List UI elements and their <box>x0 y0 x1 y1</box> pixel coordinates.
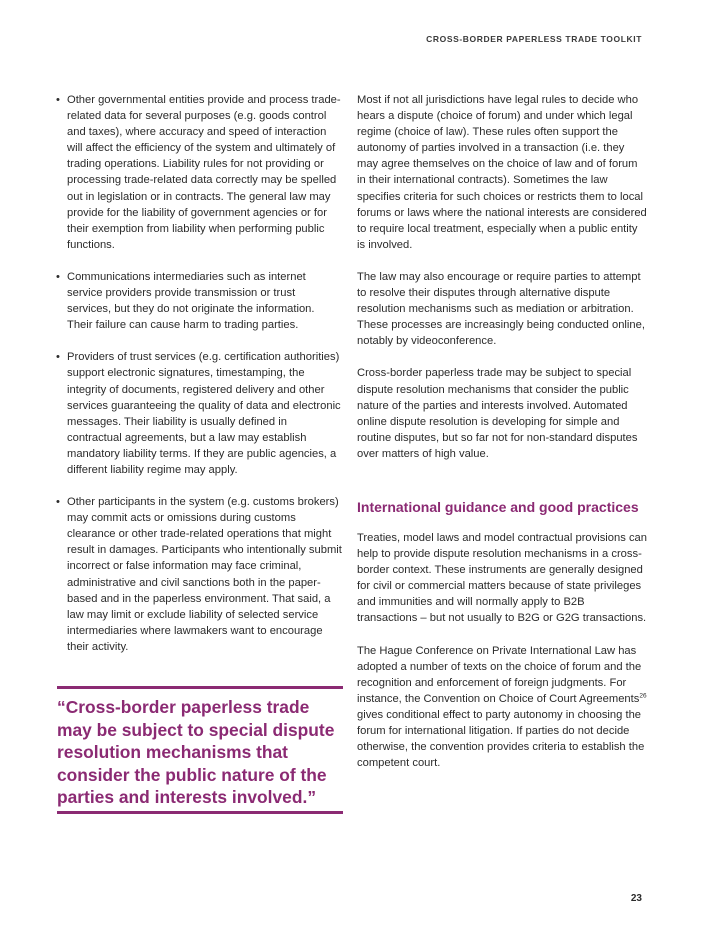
paragraph-treaties-model-laws: Treaties, model laws and model contractual provisions can help to provide dispute resolution mechanisms in a cross-border context. These instruments are generally designed for civil or commercial matters because of state privileges and immunities and will normally apply to B2B transactions – but not usually to B2G or G2G transactions. <box>357 531 647 625</box>
section-heading: International guidance and good practices <box>357 498 639 515</box>
right-column <box>357 92 647 787</box>
paragraph-special-mechanisms: Cross-border paperless trade may be subject to special dispute resolution mechanisms that consider the public nature of the parties and interests involved. Automated online dispute resolution is developing for simple and routine disputes, but so far not for non-standard disputes over matters of high value. <box>357 367 638 460</box>
paragraph-hague-conference <box>357 643 647 772</box>
page-number: 23 <box>630 893 642 904</box>
hague-text-part-1: The Hague Conference on Private International Law has adopted a number of texts on the choice of forum and the recognition and enforcement of foreign judgments. For instance, the Convention on Choice of Court Agreements <box>357 644 642 705</box>
paragraph-alternative-dispute-resolution: The law may also encourage or require parties to attempt to resolve their disputes through alternative dispute resolution mechanisms such as mediation or arbitration. These processes are increasingly being conducted online, notably by videoconference. <box>357 270 645 348</box>
bullet-icon: • <box>56 94 60 106</box>
bullet-item-other-participants <box>56 494 342 655</box>
bullet-icon: • <box>56 270 60 283</box>
bullet-text: Providers of trust services (e.g. certification authorities) support electronic signatures, timestamping, the integrity of documents, registered delivery and other services guaranteeing the quality of data and electronic messages. Their liability is usually defined in contractual agreements, but a law may establish mandatory liability terms. If they are public agencies, a different liability regime may apply. <box>67 351 341 476</box>
paragraph-jurisdiction-rules: Most if not all jurisdictions have legal rules to decide who hears a dispute (choice of forum) and under which legal regime (choice of law). These rules often support the autonomy of parties involved in a transaction (i.e. they may agree themselves on the choice of law and of forum in their international contracts). Sometimes the law specifies criteria for such choices or restricts them to local forums or laws where the national interests are considered to require local treatment, especially when a public entity is involved. <box>357 94 647 251</box>
left-column <box>56 92 342 671</box>
pull-quote <box>57 686 343 814</box>
hague-text-part-2: gives conditional effect to party autonomy in choosing the forum for international litigation. If parties do not decide otherwise, the convention provides criteria to establish the competent court. <box>357 708 645 770</box>
running-header: CROSS-BORDER PAPERLESS TRADE TOOLKIT <box>426 34 642 44</box>
bullet-text: Communications intermediaries such as internet service providers provide transmission or trust services, but they do not originate the information. Their failure can cause harm to trading parties. <box>67 270 315 332</box>
bullet-item-communications-intermediaries <box>56 269 342 333</box>
bullet-list <box>56 92 342 655</box>
bullet-item-government-entities <box>56 92 342 253</box>
bullet-icon: • <box>56 496 60 509</box>
footnote-reference[interactable]: 26 <box>639 692 647 700</box>
bullet-icon: • <box>56 351 60 364</box>
bullet-text: Other governmental entities provide and process trade-related data for several purposes (e.g. goods control and taxes), where accuracy and speed of interaction will affect the efficiency of the system and ultimately of trading operations. Liability rules for not providing or processing trade-related data correctly may be spelled out in legislation or in contracts. The general law may provide for the liability of government agencies or for their exemption from liability when performing public functions. <box>67 94 341 251</box>
bullet-item-trust-service-providers <box>56 349 342 478</box>
pull-quote-text: “Cross-border paperless trade may be subject to special dispute resolution mechanisms that consider the public nature of the parties and interests involved.” <box>57 697 335 808</box>
bullet-text: Other participants in the system (e.g. customs brokers) may commit acts or omissions during customs clearance or other trade-related operations that might result in damages. Participants who intentionally submit incorrect or false information may face criminal, administrative and civil sanctions both in the paper-based and in the paperless environment. That said, a law may limit or exclude liability of selected service intermediaries where lawmakers want to encourage their activity. <box>67 496 342 653</box>
